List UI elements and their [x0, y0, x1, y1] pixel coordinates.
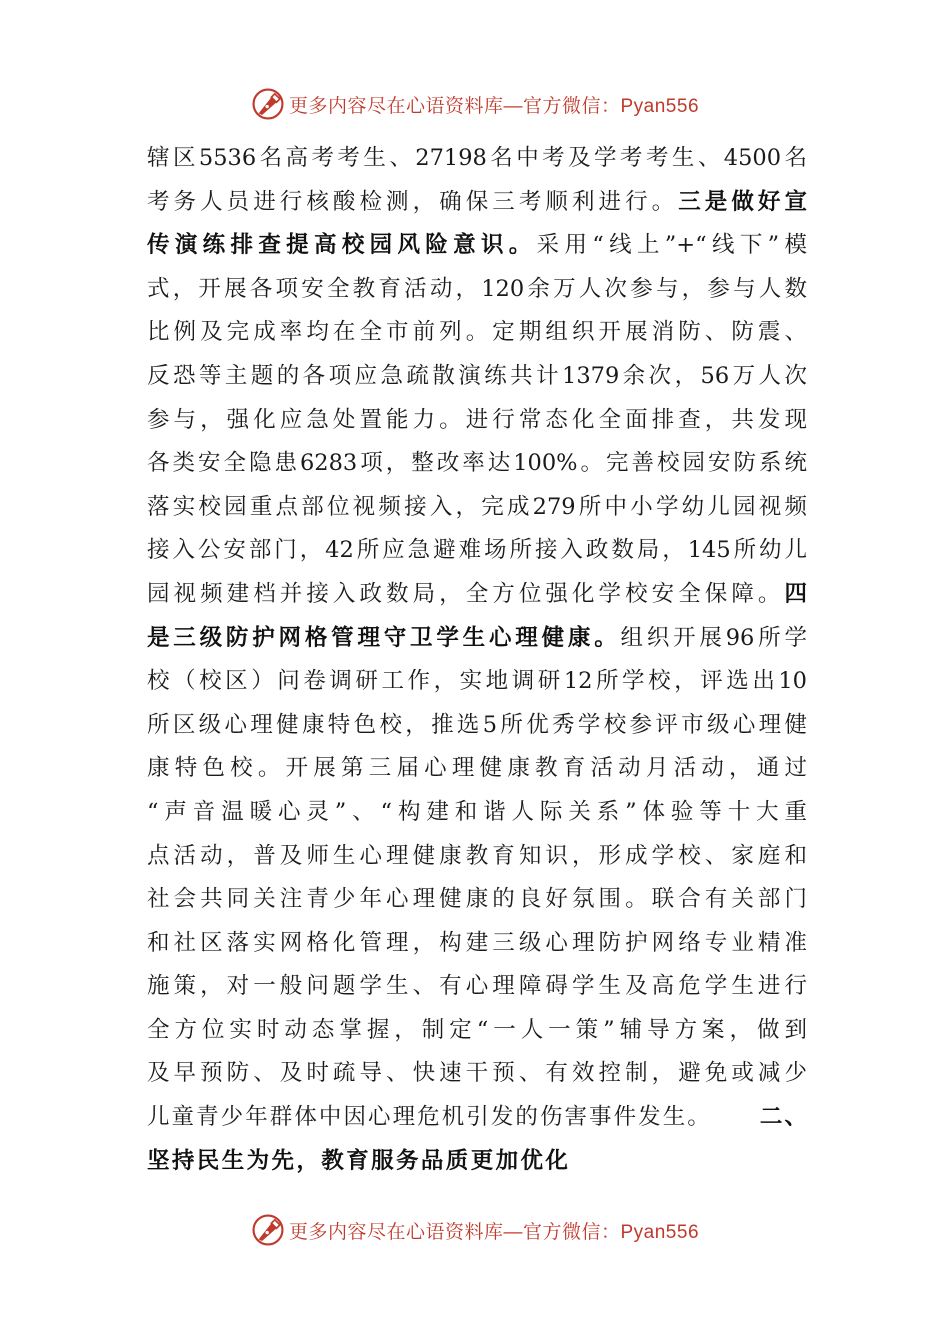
- text-line: [147, 399, 807, 443]
- text-segment: 式，开展各项安全教育活动，120余万人次参与，参与人数: [147, 275, 807, 302]
- text-line: [147, 660, 807, 704]
- text-line: [147, 1140, 807, 1184]
- text-line: [147, 1009, 807, 1053]
- text-line: [147, 704, 807, 748]
- text-segment: 参与，强化应急处置能力。进行常态化全面排查，共发现: [147, 406, 807, 433]
- text-segment: 点活动，普及师生心理健康教育知识，形成学校、家庭和: [147, 842, 807, 869]
- bold-heading-segment: 坚持民生为先，教育服务品质更加优化: [147, 1147, 571, 1174]
- pen-nib-logo-icon: [251, 1213, 285, 1247]
- text-line: [147, 747, 807, 791]
- text-segment: 组织开展96所学: [620, 624, 807, 651]
- text-segment: 辖区5536名高考考生、27198名中考及学考考生、4500名: [147, 145, 807, 171]
- text-line: [147, 791, 807, 835]
- text-line: [147, 486, 807, 530]
- text-line: [147, 442, 807, 486]
- text-line: [147, 878, 807, 922]
- text-line: [147, 224, 807, 268]
- bold-heading-segment: 四: [784, 580, 807, 607]
- bold-heading-segment: 二、: [757, 1104, 807, 1131]
- text-segment: 及早预防、及时疏导、快速干预、有效控制，避免或减少: [147, 1060, 807, 1087]
- bold-heading-segment: 是三级防护网格管理守卫学生心理健康。: [147, 624, 621, 651]
- text-segment: 比例及完成率均在全市前列。定期组织开展消防、防震、: [147, 319, 807, 346]
- banner-text: 更多内容尽在心语资料库—官方微信：Pyan556: [288, 1220, 700, 1243]
- text-segment: 考务人员进行核酸检测，确保三考顺利进行。: [147, 188, 679, 215]
- bold-heading-segment: 传演练排查提高校园风险意识。: [147, 232, 537, 259]
- text-segment: 反恐等主题的各项应急疏散演练共计1379余次，56万人次: [147, 362, 807, 389]
- text-segment: “声音温暖心灵”、“构建和谐人际关系”体验等十大重: [147, 798, 807, 825]
- footer-watermark-banner: [0, 1210, 950, 1250]
- banner-text: 更多内容尽在心语资料库—官方微信：Pyan556: [288, 94, 700, 117]
- text-line: [147, 137, 807, 181]
- bold-heading-segment: 三是做好宣: [678, 188, 807, 215]
- text-segment: 康特色校。开展第三届心理健康教育活动月活动，通过: [147, 755, 807, 782]
- text-segment: 校（校区）问卷调研工作，实地调研12所学校，评选出10: [147, 668, 807, 695]
- text-segment: 落实校园重点部位视频接入，完成279所中小学幼儿园视频: [147, 493, 807, 520]
- text-segment: 采用“线上”+“线下”模: [536, 232, 807, 259]
- text-line: [147, 355, 807, 399]
- text-line: [147, 835, 807, 879]
- document-body: [147, 137, 807, 1183]
- text-line: [147, 311, 807, 355]
- text-segment: 和社区落实网格化管理，构建三级心理防护网络专业精准: [147, 929, 807, 956]
- text-line: [147, 922, 807, 966]
- text-segment: 接入公安部门，42所应急避难场所接入政数局，145所幼儿: [147, 537, 807, 564]
- text-segment: 施策，对一般问题学生、有心理障碍学生及高危学生进行: [147, 973, 807, 1000]
- text-line: [147, 965, 807, 1009]
- text-segment: 全方位实时动态掌握，制定“一人一策”辅导方案，做到: [147, 1016, 807, 1043]
- text-segment: 所区级心理健康特色校，推选5所优秀学校参评市级心理健: [147, 711, 807, 738]
- text-line: [147, 617, 807, 661]
- text-segment: 园视频建档并接入政数局，全方位强化学校安全保障。: [147, 580, 785, 607]
- text-line: [147, 1096, 807, 1140]
- pen-nib-logo-icon: [251, 87, 285, 121]
- text-line: [147, 181, 807, 225]
- text-line: [147, 529, 807, 573]
- text-segment: 社会共同关注青少年心理健康的良好氛围。联合有关部门: [147, 886, 807, 913]
- text-line: [147, 573, 807, 617]
- text-segment: 儿童青少年群体中因心理危机引发的伤害事件发生。: [147, 1104, 712, 1131]
- text-line: [147, 268, 807, 312]
- text-segment: 各类安全隐患6283项，整改率达100%。完善校园安防系统: [147, 450, 807, 477]
- header-watermark-banner: [0, 84, 950, 124]
- text-line: [147, 1052, 807, 1096]
